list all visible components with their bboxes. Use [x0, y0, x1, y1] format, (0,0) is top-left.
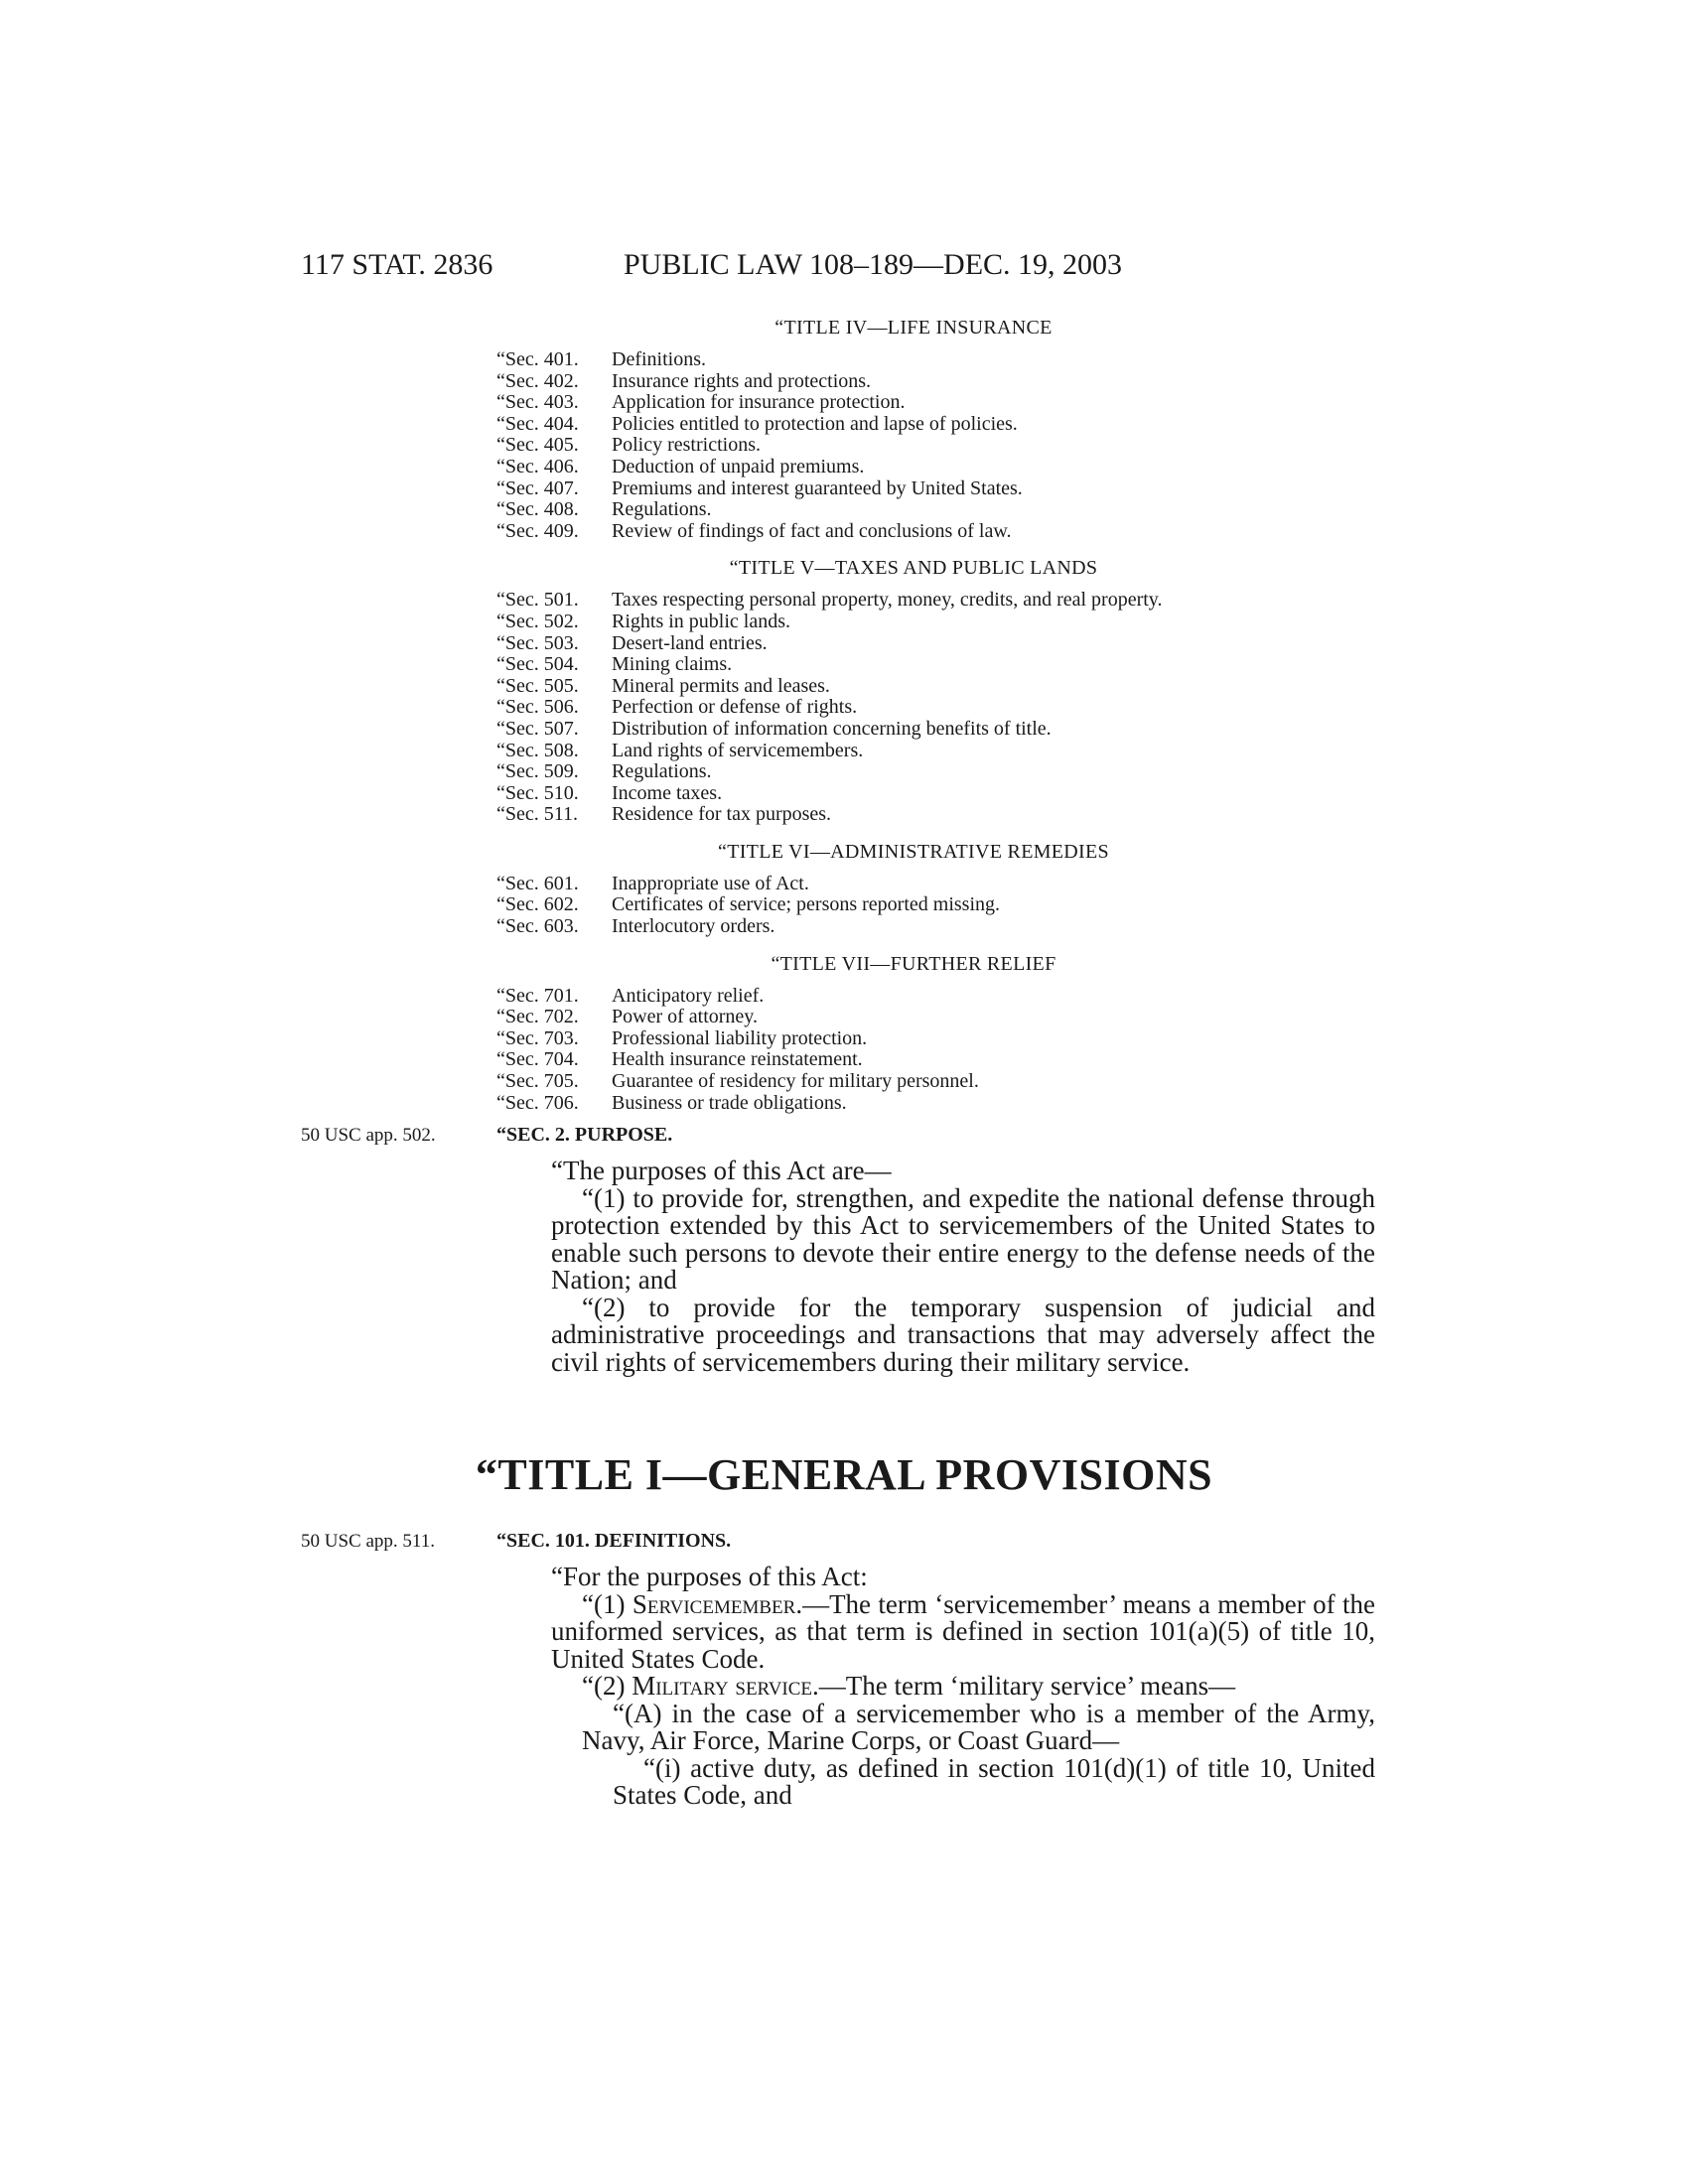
- toc-sec-text: Taxes respecting personal property, money, credits, and real property.: [612, 589, 1163, 612]
- toc-row: [496, 676, 1390, 698]
- toc-sec-number: “Sec. 603.: [496, 915, 579, 938]
- toc-sec-text: Inappropriate use of Act.: [612, 872, 809, 894]
- toc-sec-number: “Sec. 504.: [496, 653, 579, 676]
- toc-sec-text: Interlocutory orders.: [612, 915, 775, 938]
- toc-title-vii: [496, 952, 1390, 1115]
- para-number: “(1): [582, 1588, 633, 1619]
- subparagraph-a: “(A) in the case of a servicemember who is a member of the Army, Navy, Air Force, Marine Corps, or Coast Guard—: [582, 1698, 1375, 1755]
- definition-military-service: [551, 1673, 1375, 1701]
- toc-sec-text: Deduction of unpaid premiums.: [612, 455, 865, 478]
- paragraph-1: “(1) to provide for, strengthen, and expedite the national defense through protection extended by this Act to servicemembers of the United States to enable such persons to devote their entire energy to the defense needs of the Nation; and: [551, 1182, 1375, 1295]
- toc-row: [496, 349, 1390, 371]
- toc-row: [496, 457, 1390, 478]
- toc-sec-text: Power of attorney.: [612, 1006, 758, 1028]
- toc-sec-number: “Sec. 505.: [496, 674, 579, 697]
- toc-sec-number: “Sec. 602.: [496, 893, 579, 916]
- toc-sec-text: Insurance rights and protections.: [612, 369, 872, 392]
- toc-sec-text: Perfection or defense of rights.: [612, 696, 858, 719]
- toc-sec-number: “Sec. 705.: [496, 1070, 579, 1093]
- toc-sec-text: Guarantee of residency for military personnel.: [612, 1070, 979, 1093]
- toc-sec-text: Business or trade obligations.: [612, 1091, 847, 1114]
- toc-row: [496, 1028, 1390, 1050]
- toc-row: [496, 874, 1390, 895]
- toc-sec-text: Regulations.: [612, 498, 712, 521]
- toc-sec-text: Policy restrictions.: [612, 434, 761, 457]
- public-law-header: PUBLIC LAW 108–189—DEC. 19, 2003: [624, 248, 1123, 281]
- toc-row: [496, 499, 1390, 521]
- toc-sec-number: “Sec. 706.: [496, 1091, 579, 1114]
- toc-sec-text: Definitions.: [612, 348, 706, 370]
- toc-sec-number: “Sec. 701.: [496, 984, 579, 1007]
- toc-sec-number: “Sec. 703.: [496, 1026, 579, 1049]
- toc-sec-number: “Sec. 501.: [496, 589, 579, 612]
- toc-sec-number: “Sec. 409.: [496, 519, 579, 542]
- toc-sec-text: Anticipatory relief.: [612, 984, 765, 1007]
- toc-row: [496, 719, 1390, 741]
- toc-sec-text: Regulations.: [612, 760, 712, 783]
- section-lead: “For the purposes of this Act:: [551, 1562, 868, 1591]
- toc-sec-text: Distribution of information concerning benefits of title.: [612, 717, 1052, 740]
- toc-sec-number: “Sec. 402.: [496, 369, 579, 392]
- toc-row: [496, 986, 1390, 1008]
- section-body-sec2: [551, 1158, 1375, 1376]
- toc-row: [496, 894, 1390, 916]
- definition-text: .—The term ‘military service’ means—: [812, 1671, 1236, 1701]
- toc-sec-text: Health insurance reinstatement.: [612, 1048, 863, 1071]
- toc-sec-number: “Sec. 511.: [496, 803, 579, 826]
- toc-sec-number: “Sec. 508.: [496, 739, 579, 761]
- toc-sec-number: “Sec. 702.: [496, 1006, 579, 1028]
- toc-row: [496, 392, 1390, 414]
- toc-title: “TITLE VII—FURTHER RELIEF: [771, 952, 1056, 975]
- toc-title-vi: [496, 840, 1390, 938]
- toc-sec-number: “Sec. 502.: [496, 610, 579, 632]
- toc-row: [496, 783, 1390, 805]
- toc-row: [496, 1049, 1390, 1071]
- toc-row: [496, 761, 1390, 783]
- para-number: “(2): [582, 1671, 633, 1701]
- toc-row: [496, 521, 1390, 543]
- toc-sec-number: “Sec. 403.: [496, 391, 579, 414]
- defined-term: Servicemember: [632, 1588, 796, 1619]
- section-heading-sec101: “SEC. 101. DEFINITIONS.: [496, 1530, 732, 1552]
- toc-sec-number: “Sec. 704.: [496, 1048, 579, 1071]
- toc-sec-number: “Sec. 406.: [496, 455, 579, 478]
- toc-sec-text: Policies entitled to protection and lapse of policies.: [612, 412, 1018, 435]
- title-heading: “TITLE I—GENERAL PROVISIONS: [475, 1450, 1213, 1499]
- toc-row: [496, 414, 1390, 436]
- toc-sec-text: Application for insurance protection.: [612, 391, 906, 414]
- toc-sec-text: Premiums and interest guaranteed by United States.: [612, 477, 1023, 499]
- toc-row: [496, 633, 1390, 655]
- toc-sec-text: Review of findings of fact and conclusions of law.: [612, 519, 1012, 542]
- toc-sec-number: “Sec. 510.: [496, 781, 579, 804]
- defined-term: Military service: [632, 1671, 813, 1701]
- page-header: [0, 248, 1688, 288]
- toc-sec-number: “Sec. 405.: [496, 434, 579, 457]
- definition-text: .—The term ‘servicemember’ means a member of the uniformed services, as that term is defined in section 101(a)(5) of title 10, United States Code.: [551, 1588, 1376, 1674]
- toc-row: [496, 1071, 1390, 1093]
- statute-page-number: 117 STAT. 2836: [301, 248, 493, 281]
- section-body-sec101: [551, 1564, 1375, 1810]
- margin-citation-sec101: 50 USC app. 511.: [301, 1531, 435, 1552]
- toc-sec-number: “Sec. 404.: [496, 412, 579, 435]
- toc-sec-text: Rights in public lands.: [612, 610, 790, 632]
- paragraph-2: “(2) to provide for the temporary suspension of judicial and administrative proceedings and transactions that may adversely affect the civil rights of servicemembers during their military service.: [551, 1292, 1375, 1377]
- toc-sec-text: Certificates of service; persons reported missing.: [612, 893, 1000, 916]
- toc-row: [496, 1093, 1390, 1115]
- toc-row: [496, 741, 1390, 762]
- toc-title-v: [496, 556, 1390, 826]
- toc-sec-number: “Sec. 601.: [496, 872, 579, 894]
- toc-sec-number: “Sec. 506.: [496, 696, 579, 719]
- toc-title: “TITLE V—TAXES AND PUBLIC LANDS: [729, 557, 1098, 580]
- toc-sec-text: Residence for tax purposes.: [612, 803, 832, 826]
- toc-sec-text: Desert-land entries.: [612, 631, 768, 654]
- toc-sec-text: Mining claims.: [612, 653, 733, 676]
- toc-sec-number: “Sec. 509.: [496, 760, 579, 783]
- toc-title: “TITLE IV—LIFE INSURANCE: [774, 317, 1053, 339]
- toc-row: [496, 612, 1390, 633]
- toc-row: [496, 1007, 1390, 1028]
- section-lead: “The purposes of this Act are—: [551, 1156, 892, 1185]
- toc-sec-number: “Sec. 408.: [496, 498, 579, 521]
- margin-citation-sec2: 50 USC app. 502.: [301, 1125, 436, 1146]
- toc-sec-number: “Sec. 503.: [496, 631, 579, 654]
- toc-row: [496, 478, 1390, 500]
- toc-row: [496, 435, 1390, 457]
- toc-sec-number: “Sec. 401.: [496, 348, 579, 370]
- definition-servicemember: [551, 1588, 1376, 1674]
- toc-sec-number: “Sec. 507.: [496, 717, 579, 740]
- toc-row: [496, 654, 1390, 676]
- toc-row: [496, 916, 1390, 938]
- toc-sec-text: Mineral permits and leases.: [612, 674, 830, 697]
- toc-sec-text: Professional liability protection.: [612, 1026, 868, 1049]
- toc-row: [496, 804, 1390, 826]
- toc-row: [496, 590, 1390, 612]
- toc-row: [496, 697, 1390, 719]
- toc-sec-text: Income taxes.: [612, 781, 723, 804]
- toc-sec-text: Land rights of servicemembers.: [612, 739, 864, 761]
- section-heading-sec2: “SEC. 2. PURPOSE.: [496, 1124, 673, 1146]
- toc-title-iv: [496, 316, 1390, 542]
- toc-title: “TITLE VI—ADMINISTRATIVE REMEDIES: [718, 840, 1109, 863]
- toc-sec-number: “Sec. 407.: [496, 477, 579, 499]
- table-of-contents: [496, 316, 1390, 1128]
- clause-i: “(i) active duty, as defined in section 101(d)(1) of title 10, United States Code, and: [613, 1752, 1375, 1810]
- toc-row: [496, 371, 1390, 393]
